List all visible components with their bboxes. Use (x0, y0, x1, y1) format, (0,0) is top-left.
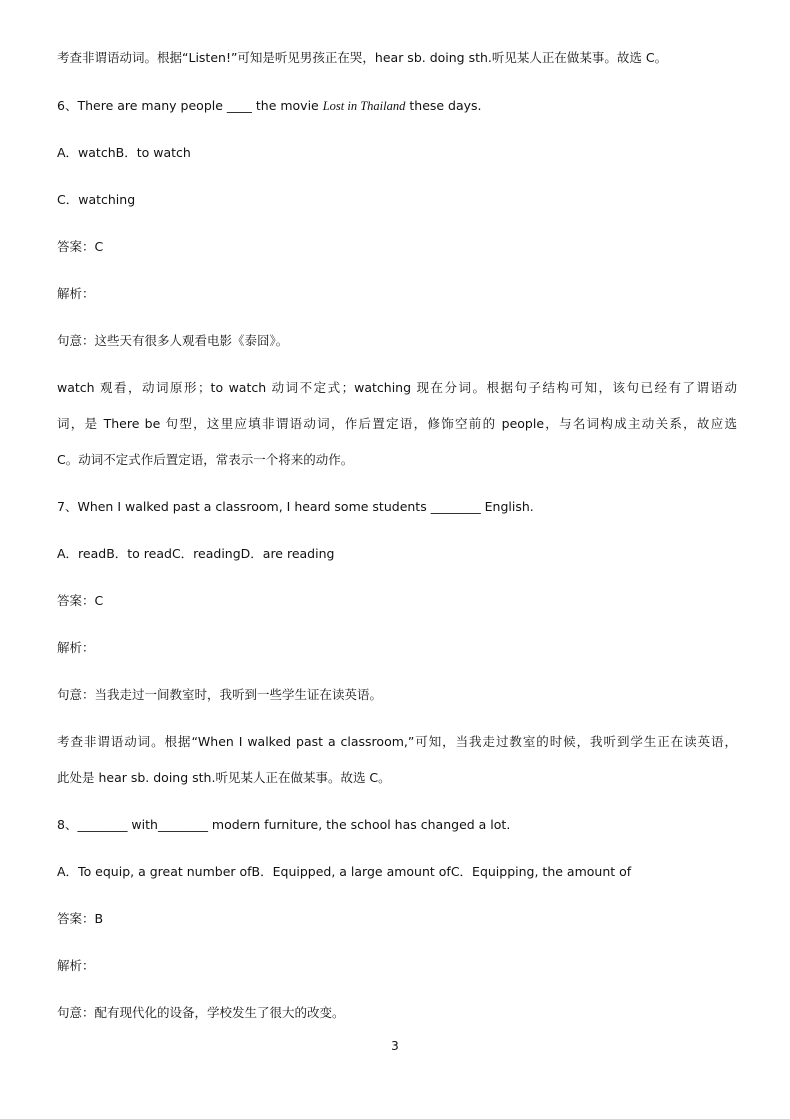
q7-options: A．readB．to readC．readingD．are reading (57, 546, 335, 561)
q8-stem: 8、________ with________ modern furniture, the school has changed a lot. (57, 817, 511, 832)
q6-stem-end: these days. (405, 98, 482, 113)
q7-meaning: 句意：当我走过一间教室时，我听到一些学生证在读英语。 (57, 687, 383, 702)
q5-explanation-line: 考查非谓语动词。根据“Listen!”可知是听见男孩正在哭，hear sb. doing sth.听见某人正在做某事。故选 C。 (57, 50, 668, 65)
q6-options-ab: A．watchB．to watch (57, 145, 191, 160)
q7-explanation-line-1: 考查非谓语动词。根据“When I walked past a classroom,”可知，当我走过教室的时候，我听到学生正在读英语， (57, 734, 737, 749)
q6-stem (57, 97, 737, 115)
q7-analysis-label: 解析： (57, 640, 95, 655)
q8-meaning: 句意：配有现代化的设备，学校发生了很大的改变。 (57, 1005, 345, 1020)
q6-explanation-line-3: C。动词不定式作后置定语，常表示一个将来的动作。 (57, 452, 354, 467)
q7-stem: 7、When I walked past a classroom, I heard some students ________ English. (57, 499, 534, 514)
q6-answer: 答案：C (57, 239, 104, 254)
q8-analysis-label: 解析： (57, 958, 95, 973)
q6-stem-start: 6、There are many people ____ the movie (57, 98, 323, 113)
page-number: 3 (391, 1039, 399, 1053)
q6-option-c: C．watching (57, 192, 136, 207)
q8-options: A．To equip, a great number ofB．Equipped, a large amount ofC．Equipping, the amount of (57, 864, 632, 879)
q6-analysis-label: 解析： (57, 286, 95, 301)
q6-explanation-line-1: watch 观看，动词原形；to watch 动词不定式；watching 现在分词。根据句子结构可知，该句已经有了谓语动 (57, 380, 737, 395)
q6-meaning: 句意：这些天有很多人观看电影《泰囧》。 (57, 333, 289, 348)
q7-explanation-line-2: 此处是 hear sb. doing sth.听见某人正在做某事。故选 C。 (57, 770, 391, 785)
q6-explanation-line-2: 词，是 There be 句型，这里应填非谓语动词，作后置定语，修饰空前的 people，与名词构成主动关系，故应选 (57, 416, 737, 431)
q6-movie-title: Lost in Thailand (322, 99, 406, 113)
q7-answer: 答案：C (57, 593, 104, 608)
q8-answer: 答案：B (57, 911, 104, 926)
